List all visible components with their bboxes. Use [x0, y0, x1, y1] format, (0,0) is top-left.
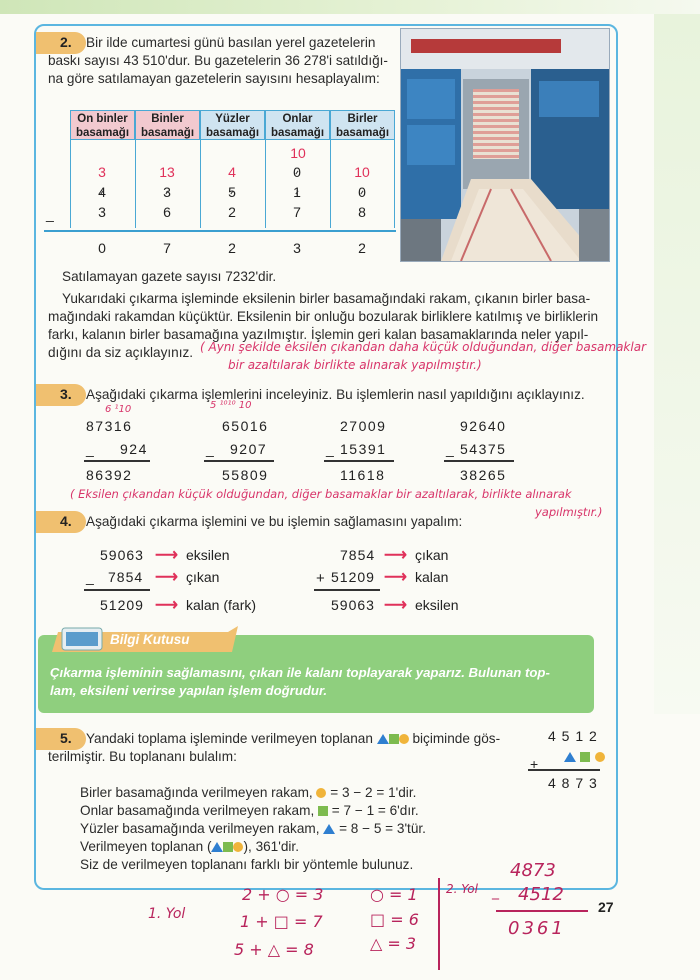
header-binler: Binler basamağı [135, 110, 200, 140]
q5-addend-shapes [564, 748, 605, 766]
info-box-text [50, 664, 585, 700]
result-digit: 3 [293, 240, 301, 256]
q3-op4-result: 38265 [460, 467, 507, 483]
circle-icon [316, 788, 326, 798]
q5-step1-label: Birler basamağında verilmeyen rakam, [80, 785, 313, 800]
q3-op2-top: 65016 [222, 418, 269, 434]
page-number: 27 [598, 899, 614, 915]
q3-op1-bottom: 924 [120, 441, 148, 457]
q2-para-line2: mağındaki rakamdan küçüktür. Eksilenin bir onluğu bozularak birliklere katılmış ve birliklerin [48, 309, 599, 324]
arrow-icon: ⟶ [384, 569, 407, 586]
q2-answer: Satılamayan gazete sayısı 7232'dir. [62, 269, 277, 284]
newspaper-press-photo [400, 28, 610, 262]
q3-op3-bottom: 15391 [340, 441, 387, 457]
handwritten-sub-result: 0361 [508, 918, 566, 939]
q5-step3-label: Yüzler basamağında verilmeyen rakam, [80, 821, 320, 836]
header-on-binler: On binler basamağı [70, 110, 135, 140]
borrow-top-onlar: 10 [290, 145, 306, 161]
square-icon [223, 842, 233, 852]
q3-op2-bottom: 9207 [230, 441, 268, 457]
q3-text: Aşağıdaki çıkarma işlemlerini inceleyiniz. Bu işlemlerin nasıl yapıldığını açıklayınız. [86, 387, 585, 402]
triangle-icon [211, 842, 223, 852]
question-5-number: 5. [60, 730, 72, 746]
header-birler: Birler basamağı [330, 110, 395, 140]
table-divider [330, 140, 331, 228]
arrow-icon: ⟶ [155, 597, 178, 614]
circle-icon [233, 842, 243, 852]
subtrahend-digit: 8 [358, 204, 366, 220]
handwritten-answer-q2-line2: bir azaltılarak birlikte alınarak yapılmıştır.) [228, 358, 482, 372]
q5-add-line [528, 769, 600, 771]
borrow-digit: 4 [228, 164, 236, 180]
q5-step4-value: ), 361'dir. [243, 839, 299, 854]
top-banner [0, 0, 700, 14]
q4-left-a: 59063 [100, 547, 144, 563]
q5-intro-text-b: biçiminde gös- [412, 731, 501, 746]
result-digit: 7 [163, 240, 171, 256]
table-divider [70, 140, 71, 228]
header-yuzler: Yüzler basamağı [200, 110, 265, 140]
q5-step1-calc: = 3 − 2 = 1'dir. [330, 785, 417, 800]
borrow-digit-struck: 0 [293, 164, 301, 180]
info-box-title: Bilgi Kutusu [110, 632, 190, 647]
handwritten-eq1: 2 + ○ = 3 [242, 885, 324, 904]
handwritten-yol2: 2. Yol [446, 882, 478, 896]
q2-line3: na göre satılamayan gazetelerin sayısını hesaplayalım: [48, 71, 380, 86]
q2-para-line1: Yukarıdaki çıkarma işleminde eksilenin birler basamağındaki rakam, çıkanın birler basa- [62, 291, 591, 306]
q4-right-label-a: çıkan [415, 547, 449, 563]
q5-step2 [80, 802, 419, 820]
subtrahend-digit: 3 [98, 204, 106, 220]
info-box-line1: Çıkarma işleminin sağlamasını, çıkan ile kalanı toplayarak yaparız. Bulunan top- [50, 665, 550, 680]
triangle-icon [323, 824, 335, 834]
q3-op2-line [204, 460, 274, 462]
info-box-line2: lam, eksileni verirse yapılan işlem doğrudur. [50, 683, 328, 698]
q4-left-label-c: kalan (fark) [186, 597, 257, 613]
handwritten-eq3: 5 + △ = 8 [234, 940, 314, 959]
q5-step1 [80, 784, 416, 802]
q4-right-label-b: kalan [415, 569, 449, 585]
minuend-digit: 3 [163, 184, 171, 200]
handwritten-answer-q3-line2: yapılmıştır.) [535, 505, 603, 519]
q5-addend-top: 4 5 1 2 [548, 728, 598, 744]
q5-step3-calc: = 8 − 5 = 3'tür. [339, 821, 426, 836]
question-4-number: 4. [60, 513, 72, 529]
result-digit: 2 [358, 240, 366, 256]
handwritten-divider [438, 878, 440, 970]
handwritten-answer-q2-line1: ( Aynı şekilde eksilen çıkandan daha küçük olduğundan, diğer basamaklar [200, 340, 646, 354]
q4-right-b: 51209 [331, 569, 375, 585]
handwritten-res2: □ = 6 [370, 910, 419, 929]
q4-left-label-a: eksilen [186, 547, 230, 563]
q5-intro-line2: terilmiştir. Bu toplananı bulalım: [48, 749, 237, 764]
q4-right-a: 7854 [340, 547, 376, 563]
q3-op4-bottom: 54375 [460, 441, 507, 457]
q3-op1-top: 87316 [86, 418, 133, 434]
q5-step4-label: Verilmeyen toplanan ( [80, 839, 212, 854]
arrow-icon: ⟶ [384, 547, 407, 564]
handwritten-res1: ○ = 1 [370, 885, 418, 904]
q3-op3-minus: _ [326, 441, 334, 457]
q4-left-line [84, 589, 150, 591]
q5-add-result: 4 8 7 3 [548, 775, 598, 791]
q5-intro-line1 [86, 730, 500, 748]
q4-left-label-b: çıkan [186, 569, 220, 585]
table-divider [394, 140, 395, 228]
q4-right-c: 59063 [331, 597, 375, 613]
table-divider [265, 140, 266, 228]
result-digit: 2 [228, 240, 236, 256]
q4-left-c: 51209 [100, 597, 144, 613]
minus-sign: _ [46, 206, 54, 222]
q5-plus: + [530, 756, 539, 772]
question-3-number: 3. [60, 386, 72, 402]
handwritten-sub-top: 4873 [510, 860, 556, 881]
result-line [44, 230, 396, 232]
borrow-digit: 13 [159, 164, 175, 180]
q3-op1-result: 86392 [86, 467, 133, 483]
q3-op4-minus: _ [446, 441, 454, 457]
q4-right-line [314, 589, 380, 591]
minuend-digit: 5 [228, 184, 236, 200]
q5-step2-calc: = 7 − 1 = 6'dır. [331, 803, 419, 818]
handwritten-line [496, 910, 588, 912]
arrow-icon: ⟶ [155, 547, 178, 564]
handwritten-res3: △ = 3 [370, 934, 417, 953]
printing-press-image [401, 29, 609, 261]
handwritten-minus: _ [492, 884, 499, 900]
q4-right-label-c: eksilen [415, 597, 459, 613]
q3-op3-line [324, 460, 394, 462]
q4-text: Aşağıdaki çıkarma işlemini ve bu işlemin sağlamasını yapalım: [86, 514, 463, 529]
q3-op3-result: 11618 [340, 467, 386, 483]
subtrahend-digit: 6 [163, 204, 171, 220]
q3-op1-note: 6 ¹10 [105, 404, 132, 415]
handwritten-sub-bottom: 4512 [518, 884, 564, 905]
triangle-icon [564, 752, 576, 762]
q5-step4 [80, 838, 299, 856]
borrow-digit: 10 [354, 164, 370, 180]
q3-op2-result: 55809 [222, 467, 269, 483]
minuend-digit: 4 [98, 184, 106, 200]
q5-step5: Siz de verilmeyen toplananı farklı bir yöntemle bulunuz. [80, 857, 414, 872]
minuend-digit: 1 [293, 184, 301, 200]
q3-op1-minus: _ [86, 441, 94, 457]
borrow-digit: 3 [98, 164, 106, 180]
handwritten-yol1: 1. Yol [148, 906, 186, 922]
q5-intro-text: Yandaki toplama işleminde verilmeyen toplanan [86, 731, 373, 746]
q4-left-b: 7854 [108, 569, 144, 585]
table-divider [200, 140, 201, 228]
q2-line2: baskı sayısı 43 510'dur. Bu gazetelerin 36 278'i satıldığı- [48, 53, 388, 68]
q3-op4-line [444, 460, 514, 462]
handwritten-answer-q3-line1: ( Eksilen çıkandan küçük olduğundan, diğer basamaklar bir azaltılarak, birlikte alınarak [70, 487, 572, 501]
square-icon [318, 806, 328, 816]
square-icon [580, 752, 590, 762]
q2-para-line3: farkı, kalanın birler basamağına yazılmıştır. İşlemin geri kalan basamaklarında neler yapıl- [48, 327, 589, 342]
q2-para-line4: dığını da siz açıklayınız. [48, 345, 194, 360]
minuend-digit: 0 [358, 184, 366, 200]
arrow-icon: ⟶ [384, 597, 407, 614]
q3-op4-top: 92640 [460, 418, 507, 434]
q3-op2-note: 5 ¹⁰¹⁰ 10 [210, 400, 252, 411]
result-digit: 0 [98, 240, 106, 256]
q3-op2-minus: _ [206, 441, 214, 457]
q3-op3-top: 27009 [340, 418, 387, 434]
circle-icon [399, 734, 409, 744]
q4-right-op: + [316, 570, 325, 587]
arrow-icon: ⟶ [155, 569, 178, 586]
table-divider [135, 140, 136, 228]
header-onlar: Onlar basamağı [265, 110, 330, 140]
q4-left-op: _ [86, 569, 94, 585]
question-2-number: 2. [60, 34, 72, 50]
subtrahend-digit: 7 [293, 204, 301, 220]
q3-op1-line [84, 460, 150, 462]
handwritten-eq2: 1 + □ = 7 [240, 912, 323, 931]
subtrahend-digit: 2 [228, 204, 236, 220]
circle-icon [595, 752, 605, 762]
square-icon [389, 734, 399, 744]
q5-step3 [80, 820, 426, 838]
page-side-strip [654, 14, 700, 714]
q5-step2-label: Onlar basamağında verilmeyen rakam, [80, 803, 315, 818]
triangle-icon [377, 734, 389, 744]
q2-line1: Bir ilde cumartesi günü basılan yerel gazetelerin [86, 35, 376, 50]
